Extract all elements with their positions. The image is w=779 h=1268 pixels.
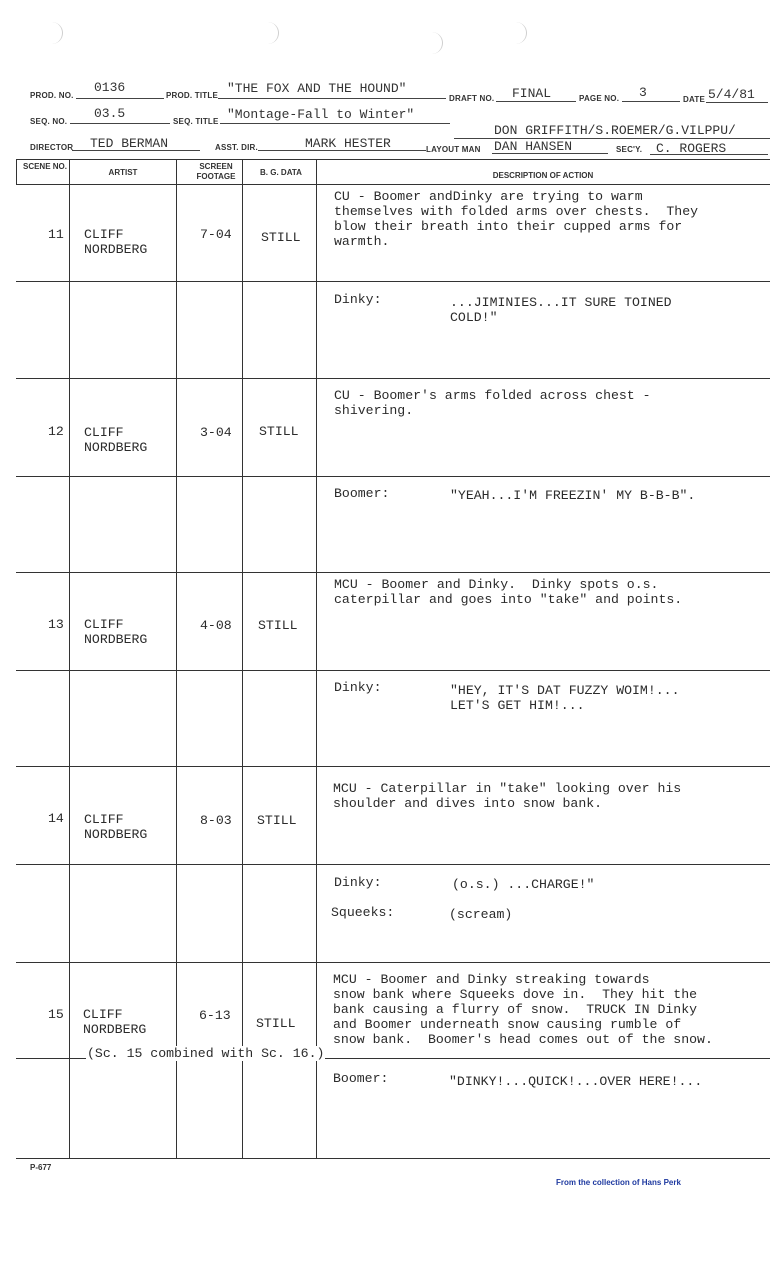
- scene-bg: STILL: [259, 424, 299, 439]
- scene-footage: 8-03: [200, 813, 232, 828]
- scene-number: 14: [48, 811, 64, 826]
- asst-dir-label: ASST. DIR.: [215, 143, 258, 152]
- col-scene-no: SCENE NO.: [22, 162, 67, 171]
- scene-footage: 3-04: [200, 425, 232, 440]
- seq-no-label: SEQ. NO.: [30, 117, 68, 126]
- binder-hole: [428, 32, 443, 54]
- date: 5/4/81: [708, 87, 755, 102]
- draft-no-label: DRAFT NO.: [449, 94, 495, 103]
- scene-artist: CLIFF NORDBERG: [84, 812, 148, 842]
- scene-footage: 7-04: [200, 227, 232, 242]
- layout-man-label: LAYOUT MAN: [426, 145, 481, 154]
- binder-hole: [512, 22, 527, 44]
- seq-no: 03.5: [94, 106, 126, 121]
- scene-note: (Sc. 15 combined with Sc. 16.): [87, 1046, 325, 1061]
- scene-bg: STILL: [256, 1016, 296, 1031]
- seq-title: "Montage-Fall to Winter": [227, 107, 415, 122]
- scene-artist: CLIFF NORDBERG: [84, 227, 148, 257]
- collection-credit: From the collection of Hans Perk: [556, 1178, 681, 1187]
- dialogue-line: "DINKY!...QUICK!...OVER HERE!...: [449, 1074, 703, 1089]
- scene-footage: 6-13: [199, 1008, 231, 1023]
- scene-action: CU - Boomer's arms folded across chest - shivering.: [334, 388, 651, 418]
- scene-number: 11: [48, 227, 64, 242]
- col-artist: ARTIST: [108, 168, 138, 177]
- scene-bg: STILL: [261, 230, 301, 245]
- director: TED BERMAN: [90, 136, 169, 151]
- scene-number: 15: [48, 1007, 64, 1022]
- dialogue-speaker: Boomer:: [333, 1071, 389, 1086]
- prod-no: 0136: [94, 80, 126, 95]
- scene-artist: CLIFF NORDBERG: [84, 617, 148, 647]
- secy: C. ROGERS: [656, 141, 727, 156]
- dialogue-line: ...JIMINIES...IT SURE TOINED COLD!": [450, 295, 672, 325]
- table-left-border: [16, 159, 17, 184]
- col-description: DESCRIPTION OF ACTION: [492, 171, 594, 180]
- secy-label: SEC'Y.: [616, 145, 643, 154]
- prod-no-label: PROD. NO.: [30, 91, 74, 100]
- scene-bg: STILL: [257, 813, 297, 828]
- director-label: DIRECTOR: [30, 143, 74, 152]
- dialogue-speaker: Dinky:: [334, 292, 382, 307]
- binder-hole: [264, 22, 279, 44]
- prod-title: "THE FOX AND THE HOUND": [227, 81, 407, 96]
- scene-number: 12: [48, 424, 64, 439]
- scene-artist: CLIFF NORDBERG: [83, 1007, 147, 1037]
- scene-action: MCU - Boomer and Dinky streaking towards snow bank where Squeeks dove in. They hit the bank causing a flurry of snow. TRUCK IN Dinky and Boomer underneath snow causing rumble of snow bank. Boomer's head comes out of the snow.: [333, 972, 713, 1047]
- dialogue-line: (o.s.) ...CHARGE!": [452, 877, 595, 892]
- scene-number: 13: [48, 617, 64, 632]
- scene-action: CU - Boomer andDinky are trying to warm themselves with folded arms over chests. They blow their breath into their cupped arms for warmth.: [334, 189, 699, 249]
- dialogue-line: (scream): [449, 907, 513, 922]
- col-screen-footage: SCREEN FOOTAGE: [196, 162, 236, 181]
- page-no-label: PAGE NO.: [579, 94, 620, 103]
- asst-dir: MARK HESTER: [305, 136, 391, 151]
- dialogue-speaker: Dinky:: [334, 680, 382, 695]
- col-bg-data: B. G. DATA: [260, 168, 302, 177]
- dialogue-speaker: Boomer:: [334, 486, 390, 501]
- layout-man-line1: DON GRIFFITH/S.ROEMER/G.VILPPU/: [494, 123, 736, 138]
- scene-bg: STILL: [258, 618, 298, 633]
- seq-title-label: SEQ. TITLE: [173, 117, 219, 126]
- dialogue-speaker: Squeeks:: [331, 905, 395, 920]
- binder-hole: [48, 22, 63, 44]
- page-no: 3: [639, 85, 647, 100]
- layout-man-line2: DAN HANSEN: [494, 139, 573, 154]
- scene-artist: CLIFF NORDBERG: [84, 425, 148, 455]
- dialogue-line: "HEY, IT'S DAT FUZZY WOIM!... LET'S GET HIM!...: [450, 683, 680, 713]
- dialogue-line: "YEAH...I'M FREEZIN' MY B-B-B".: [450, 488, 696, 503]
- form-number: P-677: [30, 1163, 52, 1172]
- scene-action: MCU - Caterpillar in "take" looking over his shoulder and dives into snow bank.: [333, 781, 682, 811]
- prod-title-label: PROD. TITLE: [166, 91, 218, 100]
- dialogue-speaker: Dinky:: [334, 875, 382, 890]
- date-label: DATE: [683, 95, 705, 104]
- scene-footage: 4-08: [200, 618, 232, 633]
- draft-no: FINAL: [512, 86, 552, 101]
- scene-action: MCU - Boomer and Dinky. Dinky spots o.s. caterpillar and goes into "take" and points.: [334, 577, 683, 607]
